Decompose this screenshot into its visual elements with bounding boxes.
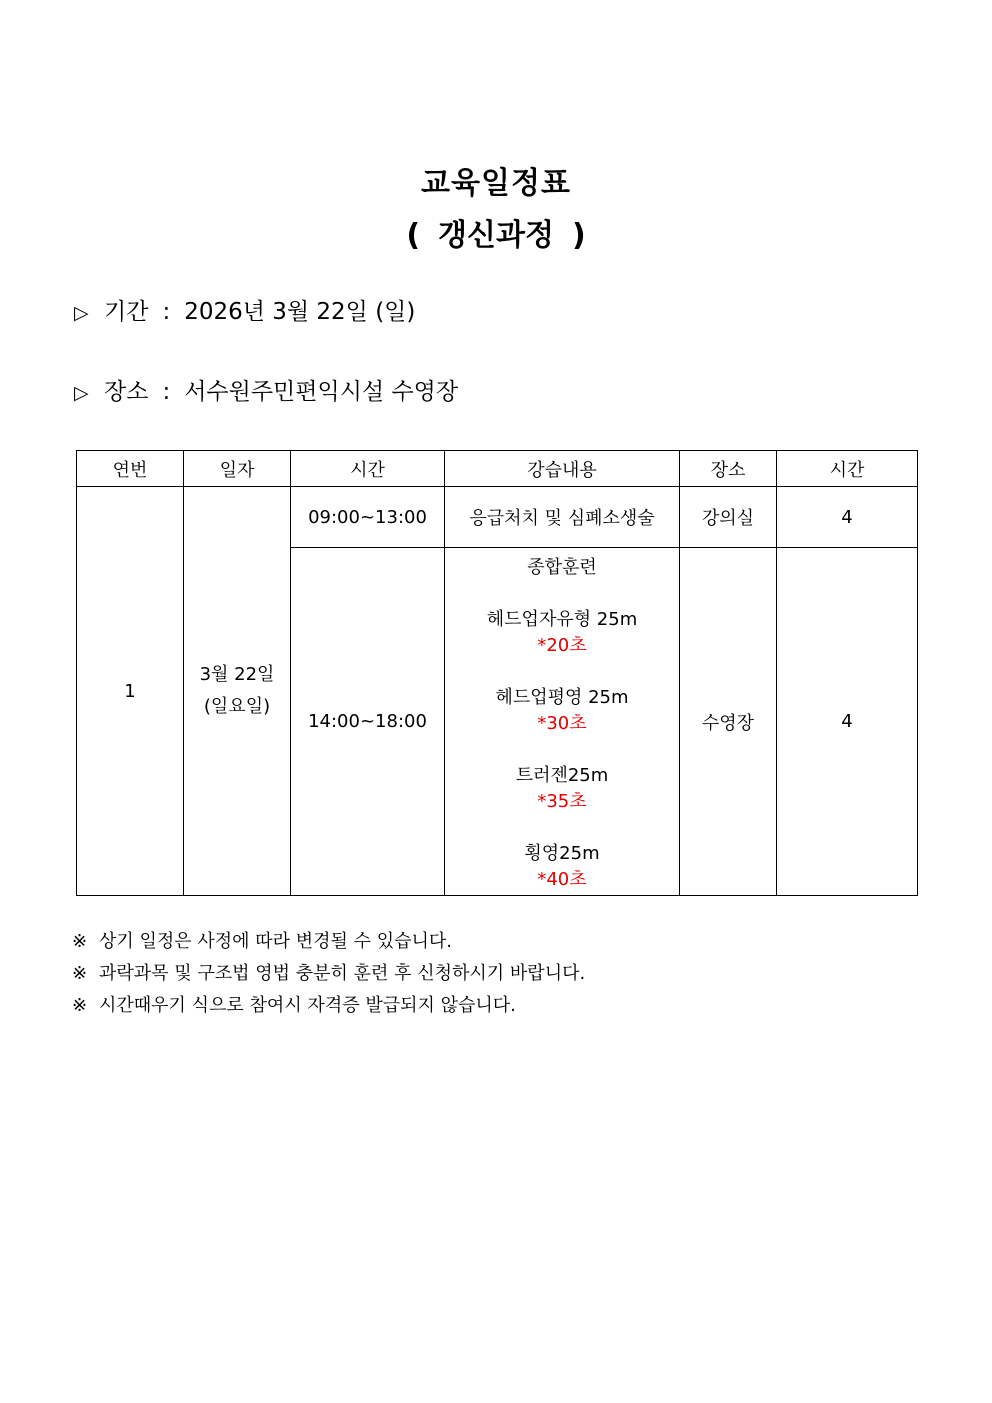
session2-time: 14:00~18:00 xyxy=(291,548,445,896)
period-colon: : xyxy=(162,299,171,325)
session1-place: 강의실 xyxy=(680,487,777,548)
title-block xyxy=(0,162,992,258)
info-place xyxy=(74,376,458,409)
place-value: 서수원주민편익시설 수영장 xyxy=(184,379,459,405)
note-line xyxy=(72,926,585,958)
header-date: 일자 xyxy=(184,451,291,487)
training-seconds: *30초 xyxy=(537,712,587,734)
date-cell xyxy=(184,487,291,896)
period-value: 2026년 3월 22일 (일) xyxy=(184,299,416,325)
header-seq: 연번 xyxy=(77,451,184,487)
info-period xyxy=(74,296,415,329)
reference-mark-icon: ※ xyxy=(72,963,88,984)
place-colon: : xyxy=(162,379,171,405)
header-time: 시간 xyxy=(291,451,445,487)
reference-mark-icon: ※ xyxy=(72,995,88,1016)
session1-content: 응급처치 및 심폐소생술 xyxy=(445,487,680,548)
session2-place: 수영장 xyxy=(680,548,777,896)
training-item: 헤드업평영 25m xyxy=(495,686,629,708)
document-title: 교육일정표 xyxy=(421,166,571,201)
triangle-bullet-icon: ▷ xyxy=(74,382,89,404)
note-text: 시간때우기 식으로 참여시 자격증 발급되지 않습니다. xyxy=(99,995,516,1016)
schedule-table xyxy=(76,450,918,896)
document-subtitle xyxy=(0,214,992,258)
header-content: 강습내용 xyxy=(445,451,680,487)
date-line: 3월 22일 xyxy=(199,664,275,685)
reference-mark-icon: ※ xyxy=(72,931,88,952)
note-text: 과락과목 및 구조법 영법 충분히 훈련 후 신청하시기 바랍니다. xyxy=(99,963,586,984)
training-seconds: *40초 xyxy=(537,868,587,890)
period-label: 기간 xyxy=(104,299,149,325)
note-line xyxy=(72,990,585,1022)
training-item: 횡영25m xyxy=(524,842,600,864)
subtitle-text: 갱신과정 xyxy=(438,218,554,253)
note-line xyxy=(72,958,585,990)
notes xyxy=(72,926,585,1022)
table-row xyxy=(77,487,918,548)
session1-time: 09:00~13:00 xyxy=(291,487,445,548)
training-item: 헤드업자유형 25m xyxy=(486,608,638,630)
header-hours: 시간 xyxy=(777,451,918,487)
session2-content xyxy=(445,548,680,896)
subtitle-close-paren: ) xyxy=(571,218,586,253)
seq-cell: 1 xyxy=(77,487,184,896)
training-item: 트러젠25m xyxy=(515,764,609,786)
triangle-bullet-icon: ▷ xyxy=(74,302,89,324)
weekday-line: (일요일) xyxy=(203,696,271,717)
training-seconds: *35초 xyxy=(537,790,587,812)
subtitle-open-paren: ( xyxy=(406,218,421,253)
content-title: 종합훈련 xyxy=(527,556,597,578)
session1-hours: 4 xyxy=(777,487,918,548)
header-place: 장소 xyxy=(680,451,777,487)
note-text: 상기 일정은 사정에 따라 변경될 수 있습니다. xyxy=(99,931,453,952)
session2-hours: 4 xyxy=(777,548,918,896)
table-header-row xyxy=(77,451,918,487)
training-seconds: *20초 xyxy=(537,634,587,656)
place-label: 장소 xyxy=(104,379,149,405)
